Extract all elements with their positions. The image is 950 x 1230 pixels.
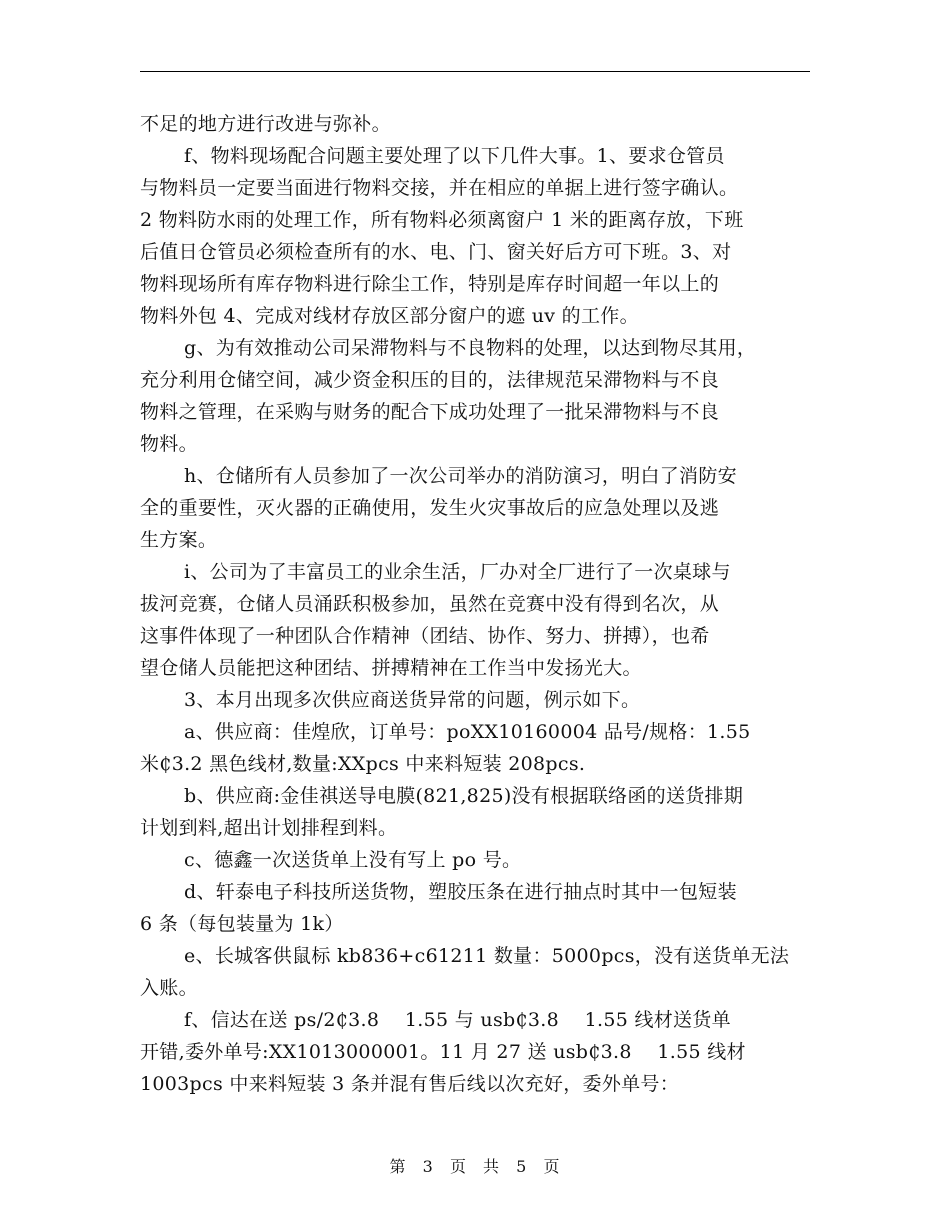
text-line: 物料外包 4、完成对线材存放区部分窗户的遮 uv 的工作。 bbox=[140, 305, 639, 327]
text-line: f、物料现场配合问题主要处理了以下几件大事。1、要求仓管员 bbox=[184, 145, 725, 167]
text-line: 物料现场所有库存物料进行除尘工作，特别是库存时间超一年以上的 bbox=[140, 273, 720, 295]
text-line: i、公司为了丰富员工的业余生活，厂办对全厂进行了一次桌球与 bbox=[184, 561, 731, 583]
text-line: c、德鑫一次送货单上没有写上 po 号。 bbox=[184, 849, 522, 871]
page-footer bbox=[0, 1154, 950, 1177]
text-line: 开错,委外单号:XX1013000001。11 月 27 送 usb₵3.8 1.55 线材 bbox=[140, 1041, 746, 1063]
footer-total-pages: 5 bbox=[516, 1157, 528, 1176]
footer-current-page: 3 bbox=[422, 1157, 434, 1176]
text-line: 与物料员一定要当面进行物料交接，并在相应的单据上进行签字确认。 bbox=[140, 177, 739, 199]
text-line: 充分利用仓储空间，减少资金积压的目的，法律规范呆滞物料与不良 bbox=[140, 369, 720, 391]
text-line: d、轩泰电子科技所送货物，塑胶压条在进行抽点时其中一包短装 bbox=[184, 881, 737, 903]
text-line: 全的重要性，灭火器的正确使用，发生火灾事故后的应急处理以及逃 bbox=[140, 497, 720, 519]
text-line: 生方案。 bbox=[140, 529, 218, 551]
text-line: 6 条（每包装量为 1k） bbox=[140, 913, 344, 935]
header-rule bbox=[140, 71, 810, 72]
footer-label-ye: 页 bbox=[449, 1157, 467, 1176]
text-line: 后值日仓管员必须检查所有的水、电、门、窗关好后方可下班。3、对 bbox=[140, 241, 732, 263]
text-line: 物料之管理，在采购与财务的配合下成功处理了一批呆滞物料与不良 bbox=[140, 401, 720, 423]
text-line: b、供应商:金佳祺送导电膜(821,825)没有根据联络函的送货排期 bbox=[184, 785, 744, 807]
document-body bbox=[140, 108, 820, 1100]
text-line: 拔河竞赛，仓储人员涌跃积极参加，虽然在竞赛中没有得到名次，从 bbox=[140, 593, 720, 615]
text-line: 米₵3.2 黑色线材,数量:XXpcs 中来料短装 208pcs. bbox=[140, 753, 586, 775]
text-line: 物料。 bbox=[140, 433, 198, 455]
footer-label-gong: 共 bbox=[483, 1157, 501, 1176]
text-line: e、长城客供鼠标 kb836+c61211 数量：5000pcs，没有送货单无法 bbox=[184, 945, 790, 967]
text-line: 2 物料防水雨的处理工作，所有物料必须离窗户 1 米的距离存放，下班 bbox=[140, 209, 744, 231]
text-line: 3、本月出现多次供应商送货异常的问题，例示如下。 bbox=[184, 689, 641, 711]
text-line: 望仓储人员能把这种团结、拼搏精神在工作当中发扬光大。 bbox=[140, 657, 642, 679]
footer-label-di: 第 bbox=[389, 1157, 407, 1176]
text-line: 入账。 bbox=[140, 977, 198, 999]
text-line: 这事件体现了一种团队合作精神（团结、协作、努力、拼搏），也希 bbox=[140, 625, 710, 647]
footer-label-ye-end: 页 bbox=[543, 1157, 561, 1176]
text-line: 计划到料,超出计划排程到料。 bbox=[140, 817, 398, 839]
text-line: 不足的地方进行改进与弥补。 bbox=[140, 113, 391, 135]
text-line: h、仓储所有人员参加了一次公司举办的消防演习，明白了消防安 bbox=[184, 465, 737, 487]
text-line: f、信达在送 ps/2₵3.8 1.55 与 usb₵3.8 1.55 线材送货单 bbox=[184, 1009, 731, 1031]
text-line: a、供应商：佳煌欣，订单号：poXX10160004 品号/规格：1.55 bbox=[184, 721, 751, 743]
text-line: g、为有效推动公司呆滞物料与不良物料的处理，以达到物尽其用， bbox=[184, 337, 757, 359]
text-line: 1003pcs 中来料短装 3 条并混有售后线以次充好，委外单号： bbox=[140, 1073, 680, 1095]
